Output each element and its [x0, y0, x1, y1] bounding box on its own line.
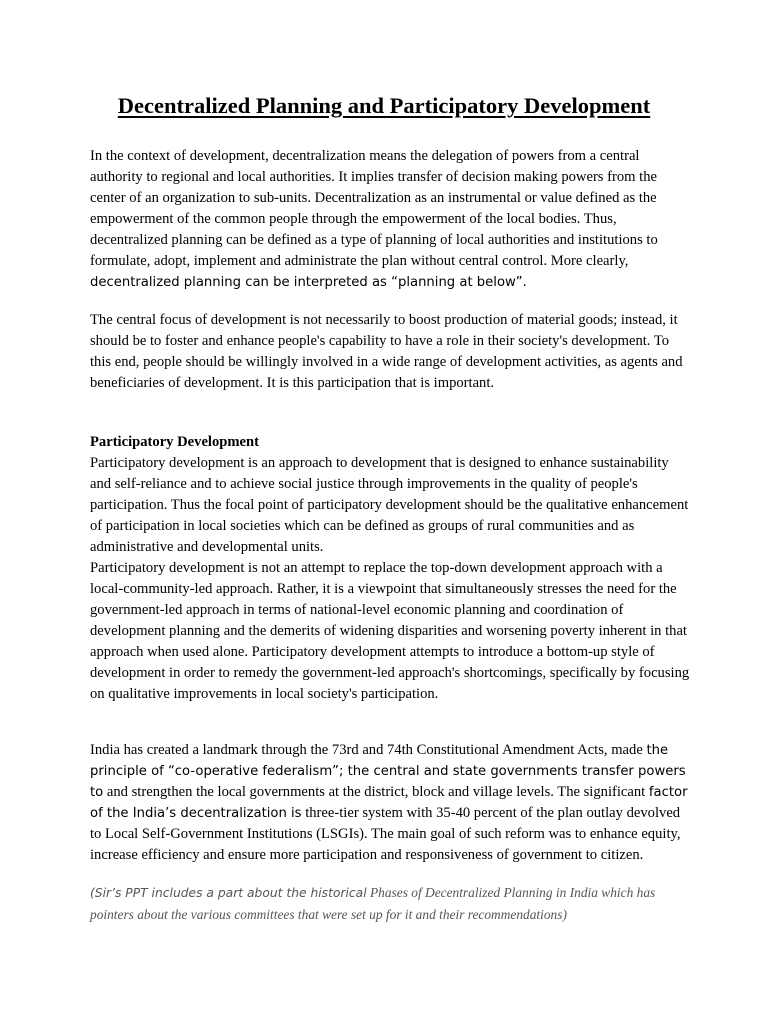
section-heading-participatory: Participatory Development	[90, 434, 259, 450]
india-rest: devolved to Local Self-Government Institutions (LSGIs). The main goal of such reform was to enhance equity, increase efficiency and ensure more participation and responsiveness of government to citizen.	[90, 805, 681, 863]
participatory-paragraph-2: Participatory development is not an attempt to replace the top-down development approach with a local-community-led approach. Rather, it is a viewpoint that simultaneously stresses the need for the government-led approach in terms of national-level economic planning and coordination of development planning and the demerits of widening disparities and worsening poverty inherent in that approach when used alone. Participatory development attempts to introduce a bottom-up style of development in order to remedy the government-led approach's shortcomings, specifically by focusing on qualitative improvements in local society's participation.	[90, 560, 690, 702]
page-title: Decentralized Planning and Participatory Development	[117, 93, 651, 118]
india-line-2: the principle of “co-operative federalism”; the central and state governments transfer powers to	[90, 743, 686, 800]
india-line-4b: three-tier system with 35-40 percent of the plan outlay	[301, 805, 623, 821]
india-line-4a: factor of the India’s decentralization is	[90, 785, 688, 821]
italic-note	[90, 882, 690, 925]
note-part-1: (Sir’s PPT includes a part about the historical	[90, 886, 367, 900]
india-paragraph	[90, 740, 690, 866]
intro-paragraph-2	[90, 310, 690, 394]
intro-paragraph-1-tail: decentralized planning can be interpreted as “planning at below”.	[90, 275, 527, 290]
participatory-paragraph-1: Participatory development is an approach to development that is designed to enhance sustainability and self-reliance and to achieve social justice through improvements in the quality of people's participation. Thus the focal point of participatory development should be the qualitative enhancement of participation in local societies which can be defined as groups of rural communities and as administrative and developmental units.	[90, 455, 689, 555]
india-line-1: India has created a landmark through the 73rd and 74th Constitutional Amendment Acts, made	[90, 742, 643, 758]
intro-paragraph-1	[90, 146, 690, 293]
india-line-3: and strengthen the local governments at the district, block and village levels. The significant	[106, 784, 646, 800]
participatory-section	[90, 432, 690, 705]
intro-paragraph-1-main: In the context of development, decentralization means the delegation of powers from a central authority to regional and local authorities. It implies transfer of decision making powers from the center of an organization to sub-units. Decentralization as an instrumental or value defined as the empowerment of the common people through the empowerment of the local bodies. Thus, decentralized planning can be defined as a type of planning of local authorities and institutions to formulate, adopt, implement and administrate the plan without central control. More clearly,	[90, 148, 658, 269]
note-part-2: Phases of Decentralized Planning in India which has pointers about the various committees that were set up for it and their recommendations)	[90, 885, 656, 922]
intro-paragraph-2-text: The central focus of development is not necessarily to boost production of material goods; instead, it should be to foster and enhance people's capability to have a role in their society's development. To this end, people should be willingly involved in a wide range of development activities, as agents and beneficiaries of development. It is this participation that is important.	[90, 312, 683, 391]
